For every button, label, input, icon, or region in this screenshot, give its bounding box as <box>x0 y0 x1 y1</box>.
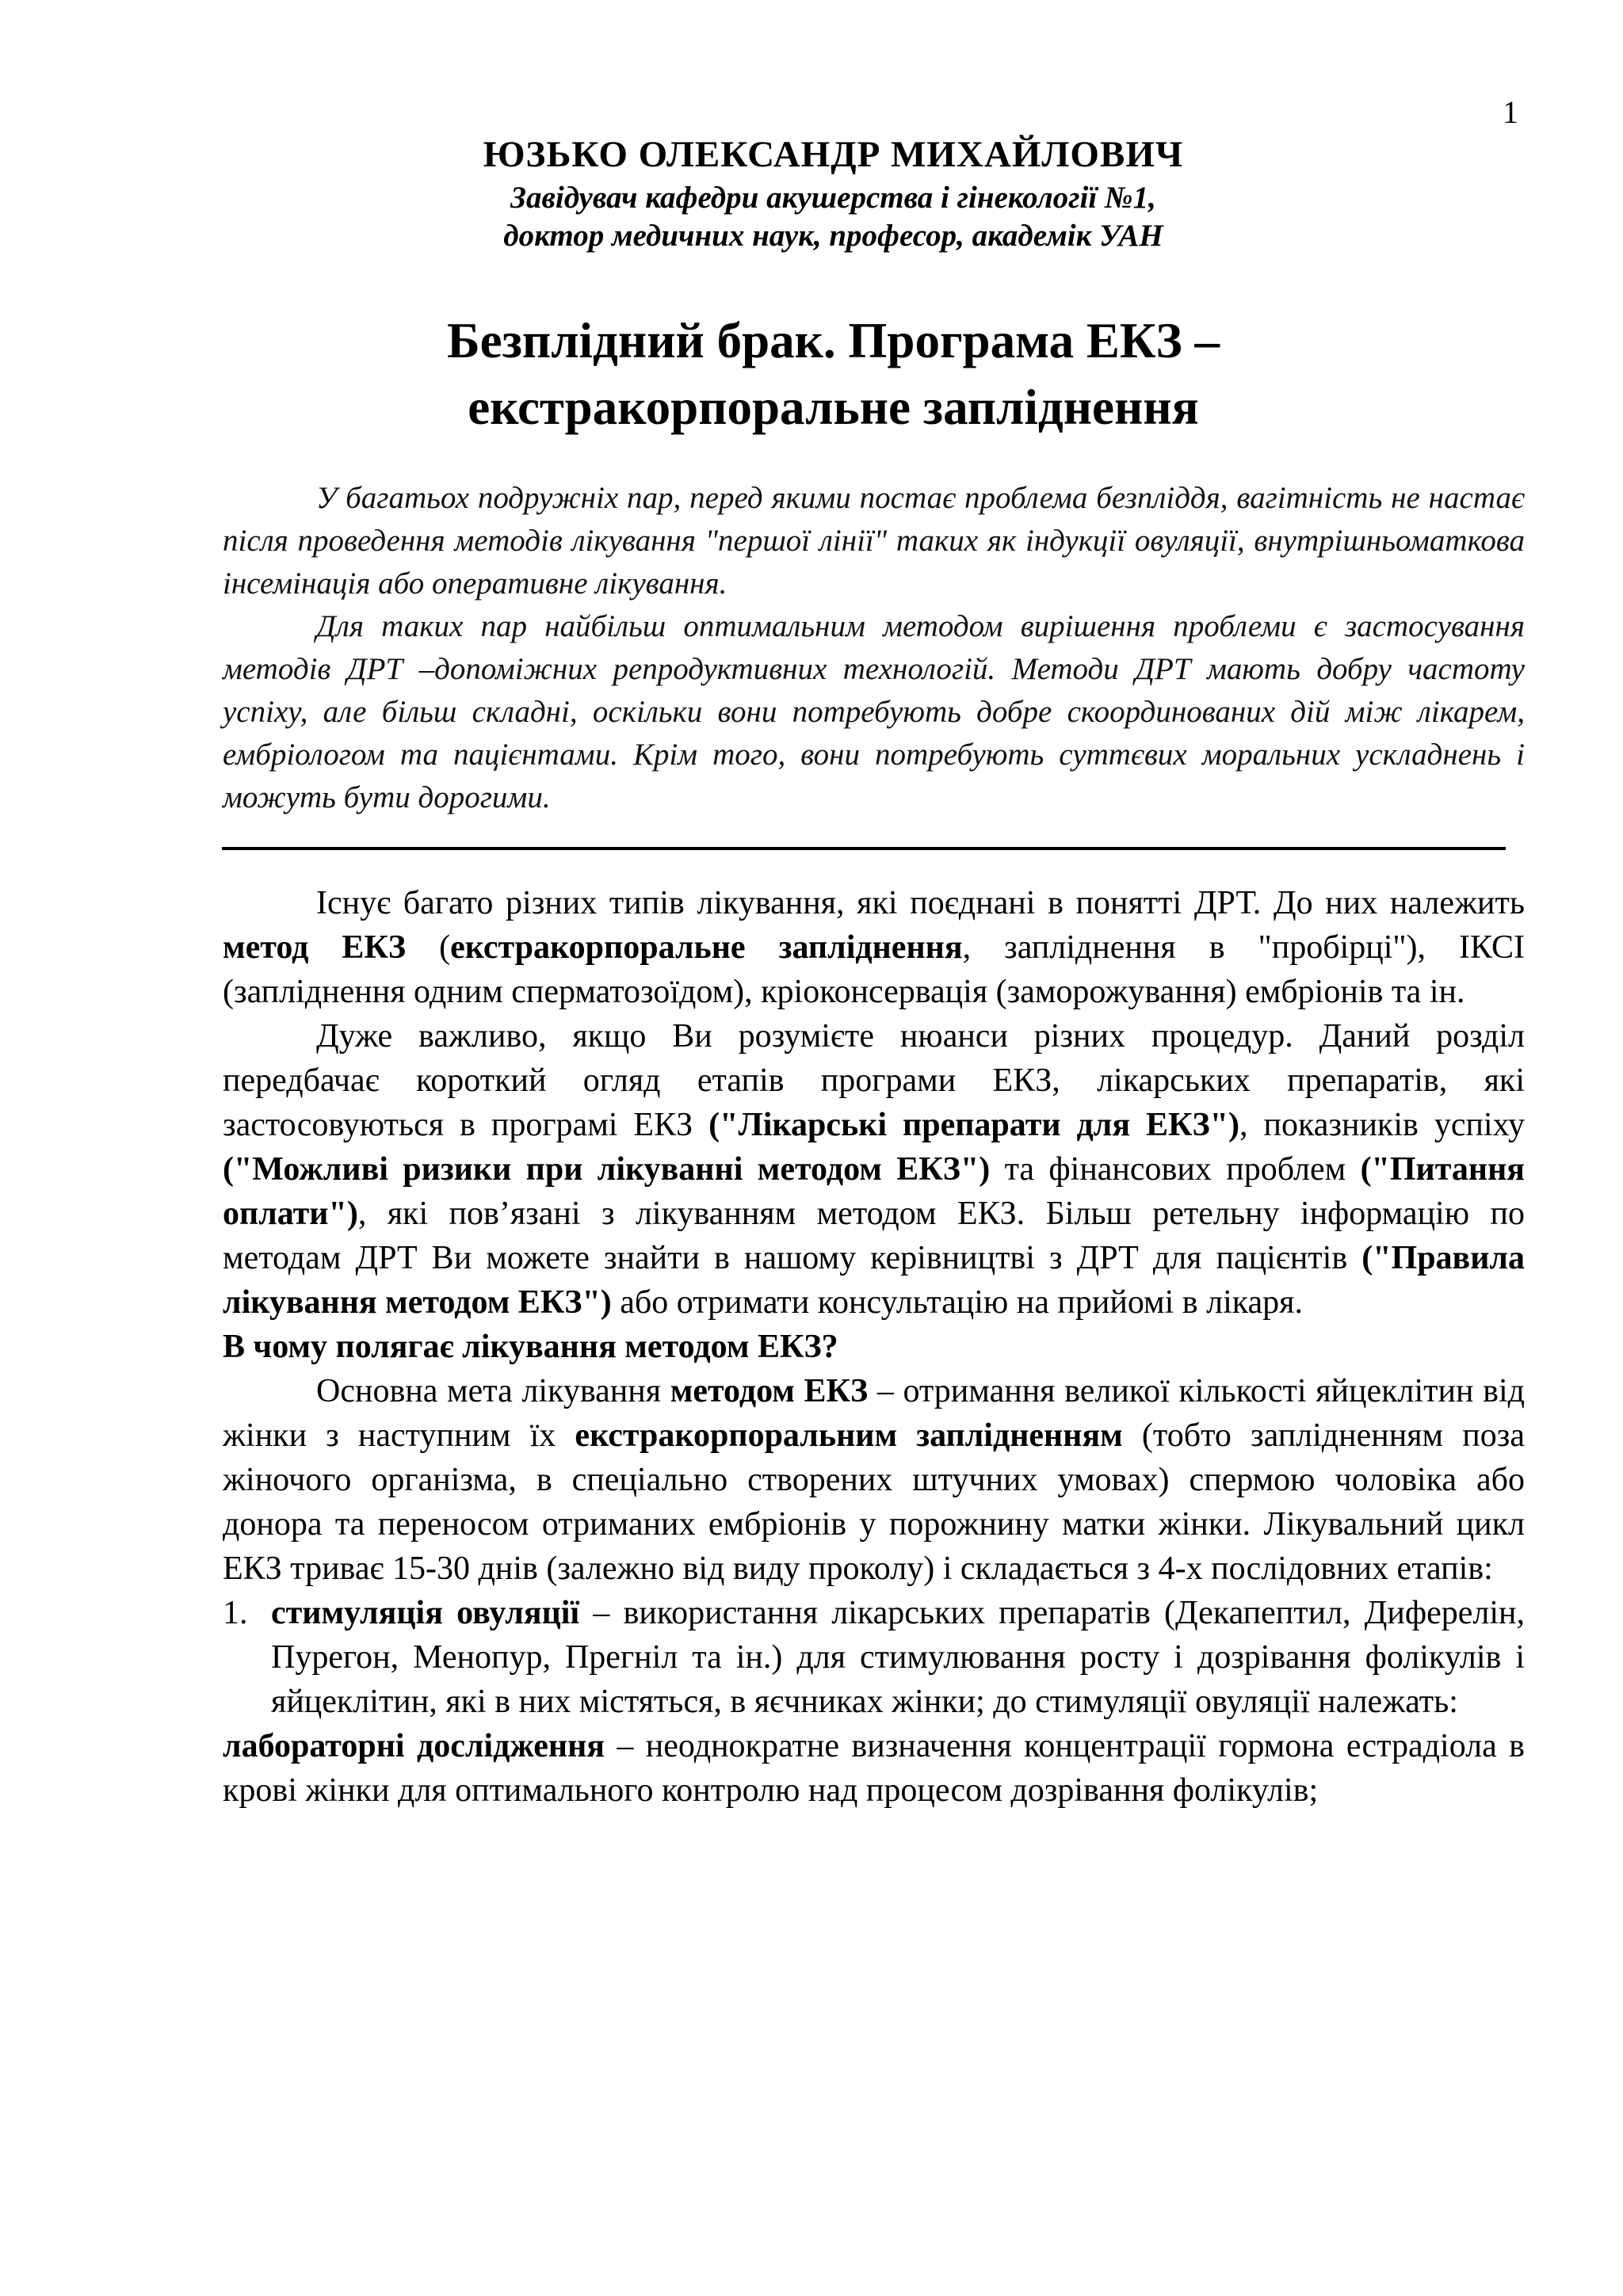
bold-term: метод ЕКЗ <box>223 929 407 966</box>
text-span: або отримати консультацію на прийомі в лікаря. <box>611 1284 1303 1321</box>
text-span: ( <box>406 929 451 966</box>
list-number: 1. <box>223 1595 248 1631</box>
text-span: Існує багато різних типів лікування, які поєднані в понятті ДРТ. До них належить <box>316 885 1525 921</box>
text-span: – отримання великої кількості яйцеклітин від жінки з наступним їх <box>223 1373 1525 1454</box>
list-item-text <box>271 1591 1525 1724</box>
divider-line <box>222 847 1506 850</box>
text-span: та фінансових проблем <box>990 1151 1361 1188</box>
abstract-paragraph-2: Для таких пар найбільш оптимальним методом вирішення проблеми є застосування методів ДРТ –допоміжних репродуктивних технологій. Методи ДРТ мають добру частоту успіху, але більш складні, оскільки вони потребують добре скоординованих дій між лікарем, ембріологом та пацієнтами. Крім того, вони потребують суттєвих моральних ускладнень і можуть бути дорогими. <box>223 609 1525 814</box>
bold-term: екстракорпоральним заплідненням <box>575 1417 1123 1454</box>
author-name: ЮЗЬКО ОЛЕКСАНДР МИХАЙЛОВИЧ <box>483 134 1184 175</box>
author-position <box>44 179 1623 255</box>
text-span: – використання лікарських препаратів (Декапептил, Диферелін, Пурегон, Менопур, Прегніл та ін.) для стимулювання росту і дозрівання фолікулів і яйцеклітин, які в них містяться, в яєчниках жінки; до стимуляції овуляції належать: <box>271 1595 1525 1720</box>
title-line2: екстракорпоральне запліднення <box>468 379 1199 435</box>
document-title <box>0 307 1623 441</box>
bold-term: лабораторні дослідження <box>223 1728 605 1764</box>
bold-term: методом ЕКЗ <box>670 1373 869 1409</box>
body-paragraph-1 <box>223 881 1525 1014</box>
text-span: Основна мета лікування <box>316 1373 670 1409</box>
body-paragraph-2 <box>223 1014 1525 1325</box>
author-title-line2: доктор медичних наук, професор, академік УАН <box>503 219 1163 253</box>
page-number: 1 <box>1503 94 1518 130</box>
section-heading: В чому полягає лікування методом ЕКЗ? <box>223 1329 838 1365</box>
text-span: , запліднення в "пробірці"), ІКСІ (запліднення одним сперматозоїдом), кріоконсервація (заморожування) ембріонів та ін. <box>223 929 1526 1010</box>
text-span: Дуже важливо, якщо Ви розумієте нюанси різних процедур. Даний розділ передбачає короткий огляд етапів програми ЕКЗ, лікарських препаратів, які застосовуються в програмі ЕКЗ <box>223 1018 1525 1143</box>
author-title-line1: Завідувач кафедри акушерства і гінекології №1, <box>510 181 1156 215</box>
text-span: , які пов’язані з лікуванням методом ЕКЗ. Більш ретельну інформацію по методам ДРТ Ви можете знайти в нашому керівництві з ДРТ для пацієнтів <box>223 1196 1525 1276</box>
author-header <box>0 133 1623 255</box>
abstract <box>223 477 1525 819</box>
text-span: – неоднократне визначення концентрації гормона естрадіола в крові жінки для оптимального контролю над процесом дозрівання фолікулів; <box>223 1728 1525 1809</box>
text-span: , показників успіху <box>1239 1107 1526 1143</box>
bold-reference: ("Правила лікування методом ЕКЗ") <box>223 1240 1525 1321</box>
list-item <box>223 1591 1525 1724</box>
bold-reference: ("Лікарські препарати для ЕКЗ") <box>708 1107 1239 1143</box>
bold-reference: ("Можливі ризики при лікуванні методом ЕКЗ") <box>223 1151 991 1188</box>
body-paragraph-3 <box>223 1369 1525 1591</box>
bold-term: екстракорпоральне запліднення <box>450 929 963 966</box>
bold-term: стимуляція овуляції <box>271 1595 580 1631</box>
title-line1: Безплідний брак. Програма ЕКЗ – <box>446 313 1220 368</box>
text-span: (тобто заплідненням поза жіночого організма, в спеціально створених штучних умовах) спермою чоловіка або донора та переносом отриманих ембріонів у порожнину матки жінки. Лікувальний цикл ЕКЗ триває 15-30 днів (залежно від виду проколу) і складається з 4-х послідовних етапів: <box>223 1417 1525 1587</box>
main-body <box>223 881 1525 1813</box>
bold-reference: ("Питання оплати") <box>223 1151 1525 1232</box>
body-paragraph-4 <box>223 1724 1525 1813</box>
abstract-paragraph-1: У багатьох подружніх пар, перед якими постає проблема безпліддя, вагітність не настає після проведення методів лікування "першої лінії" таких як індукції овуляції, внутрішньоматкова інсемінація або оперативне лікування. <box>223 481 1525 601</box>
